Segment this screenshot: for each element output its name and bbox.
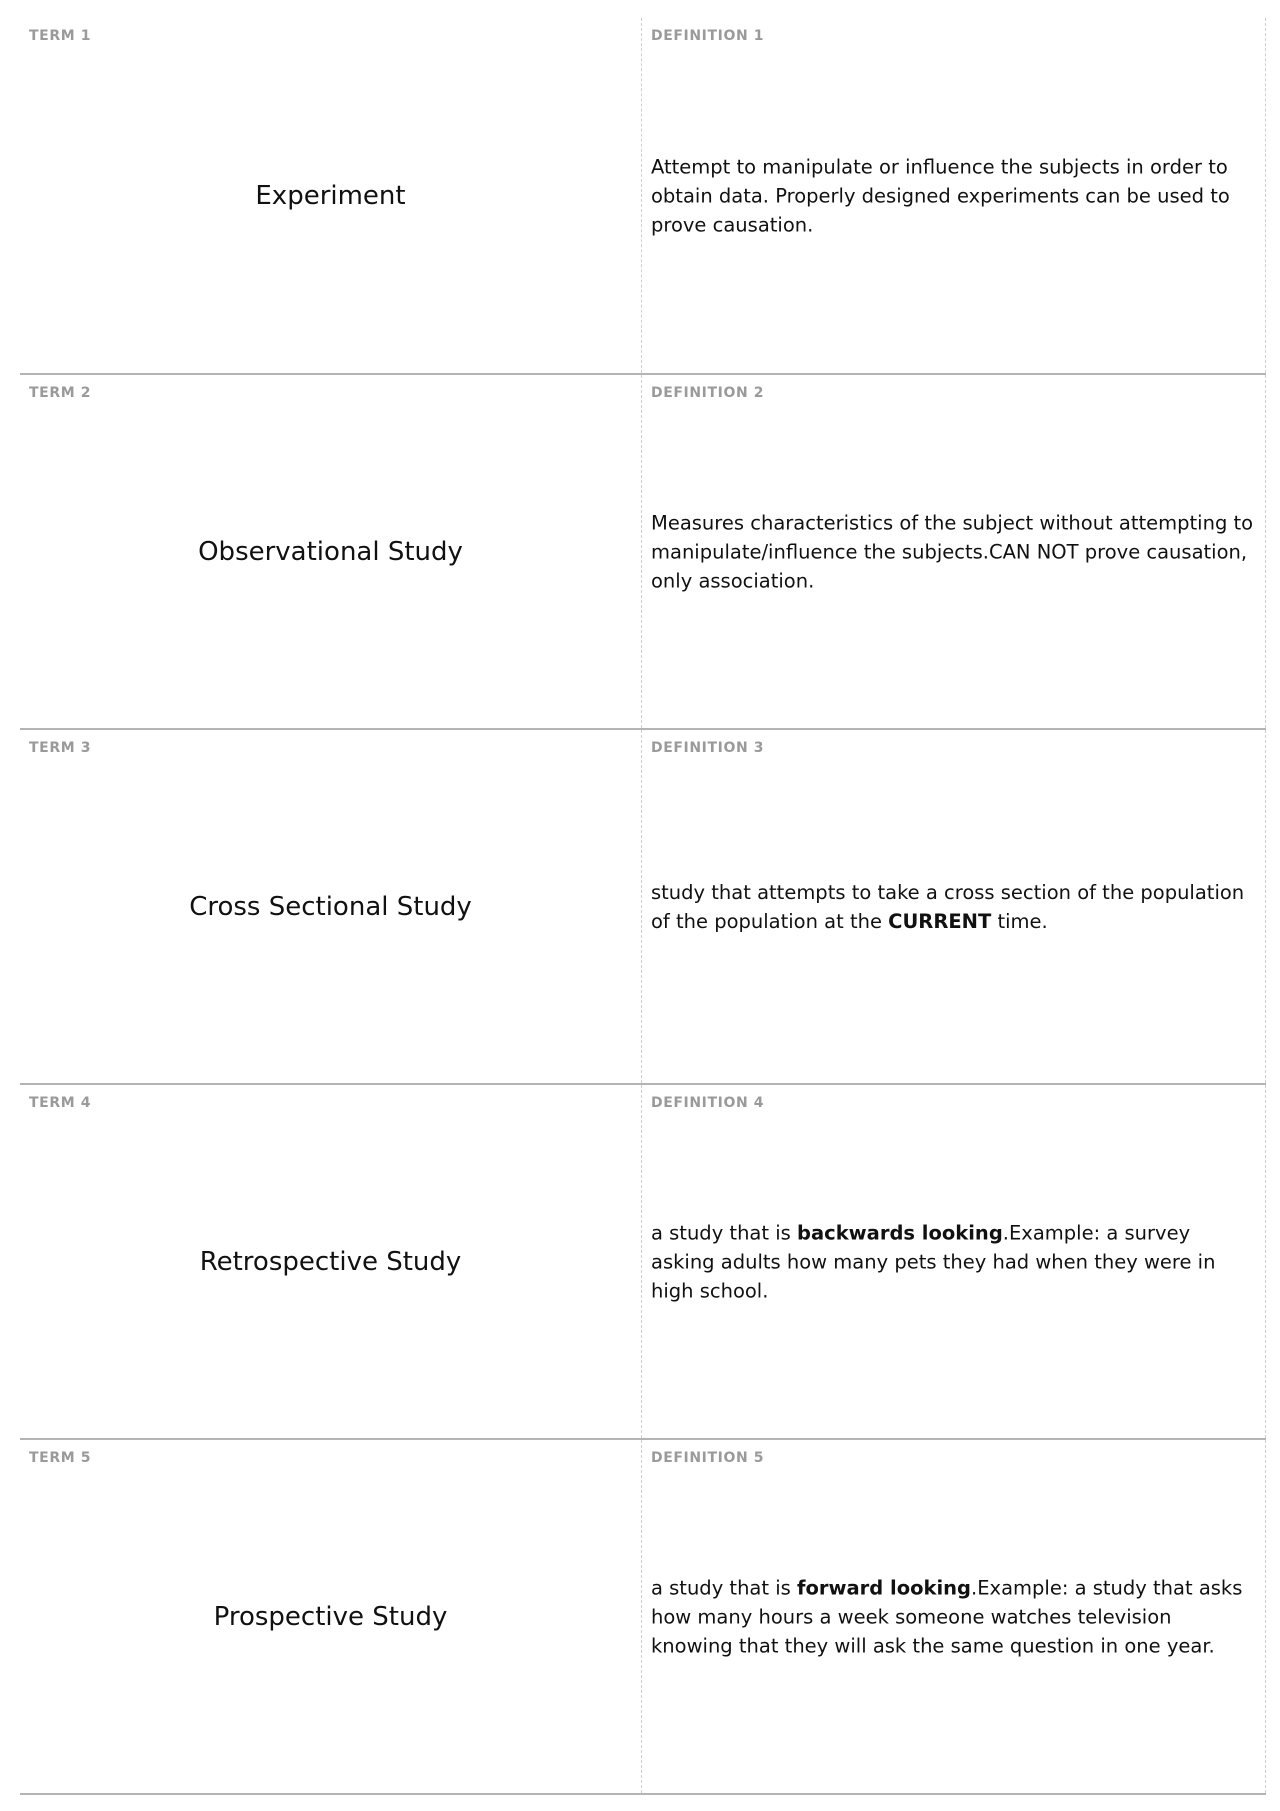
- term-cell: [20, 1440, 642, 1793]
- definition-label: DEFINITION 5: [651, 1450, 765, 1466]
- flashcard-sheet: [20, 18, 1266, 1795]
- definition-label: DEFINITION 4: [651, 1095, 765, 1111]
- definition-cell: [642, 18, 1266, 373]
- term-text: Retrospective Study: [199, 1246, 462, 1277]
- definition-cell: [642, 1440, 1266, 1793]
- definition-segment-bold: backwards looking: [797, 1221, 1003, 1244]
- definition-segment: a study that is: [651, 1221, 798, 1244]
- term-cell: [20, 375, 642, 728]
- definition-text: [651, 1573, 1257, 1660]
- definition-text: [651, 878, 1257, 936]
- definition-segment: a study that is: [651, 1576, 798, 1599]
- term-label: TERM 5: [29, 1450, 92, 1466]
- definition-segment-bold: CURRENT: [888, 909, 992, 933]
- term-text: Prospective Study: [213, 1601, 448, 1632]
- flashcard-row: [20, 18, 1266, 375]
- definition-segment: .Example: a study that asks how many hours a week someone watches television knowing that they will ask the same question in one year.: [651, 1576, 1243, 1657]
- term-cell: [20, 730, 642, 1083]
- definition-label: DEFINITION 1: [651, 28, 765, 44]
- term-cell: [20, 18, 642, 373]
- definition-segment: time.: [991, 909, 1048, 933]
- definition-segment: study that attempts to take a cross section of the population of the population at the: [651, 880, 1245, 933]
- flashcard-row: [20, 730, 1266, 1085]
- term-text: Experiment: [255, 180, 406, 211]
- definition-label: DEFINITION 3: [651, 740, 765, 756]
- definition-text: [651, 152, 1257, 239]
- flashcard-row: [20, 1085, 1266, 1440]
- term-text: Observational Study: [198, 536, 463, 567]
- term-cell: [20, 1085, 642, 1438]
- definition-label: DEFINITION 2: [651, 385, 765, 401]
- definition-cell: [642, 730, 1266, 1083]
- flashcard-row: [20, 375, 1266, 730]
- definition-cell: [642, 375, 1266, 728]
- definition-text: [651, 508, 1257, 595]
- definition-segment: Measures characteristics of the subject without attempting to manipulate/influence the subjects.CAN NOT prove causation, only association.: [651, 511, 1254, 592]
- flashcard-row: [20, 1440, 1266, 1795]
- definition-segment: Attempt to manipulate or influence the subjects in order to obtain data. Properly designed experiments can be used to prove causation.: [651, 155, 1230, 236]
- term-label: TERM 3: [29, 740, 92, 756]
- definition-segment: .Example: a survey asking adults how many pets they had when they were in high school.: [651, 1221, 1216, 1302]
- term-label: TERM 2: [29, 385, 92, 401]
- definition-text: [651, 1218, 1257, 1305]
- term-label: TERM 4: [29, 1095, 92, 1111]
- definition-cell: [642, 1085, 1266, 1438]
- term-label: TERM 1: [29, 28, 92, 44]
- term-text: Cross Sectional Study: [189, 891, 472, 922]
- definition-segment-bold: forward looking: [797, 1576, 972, 1599]
